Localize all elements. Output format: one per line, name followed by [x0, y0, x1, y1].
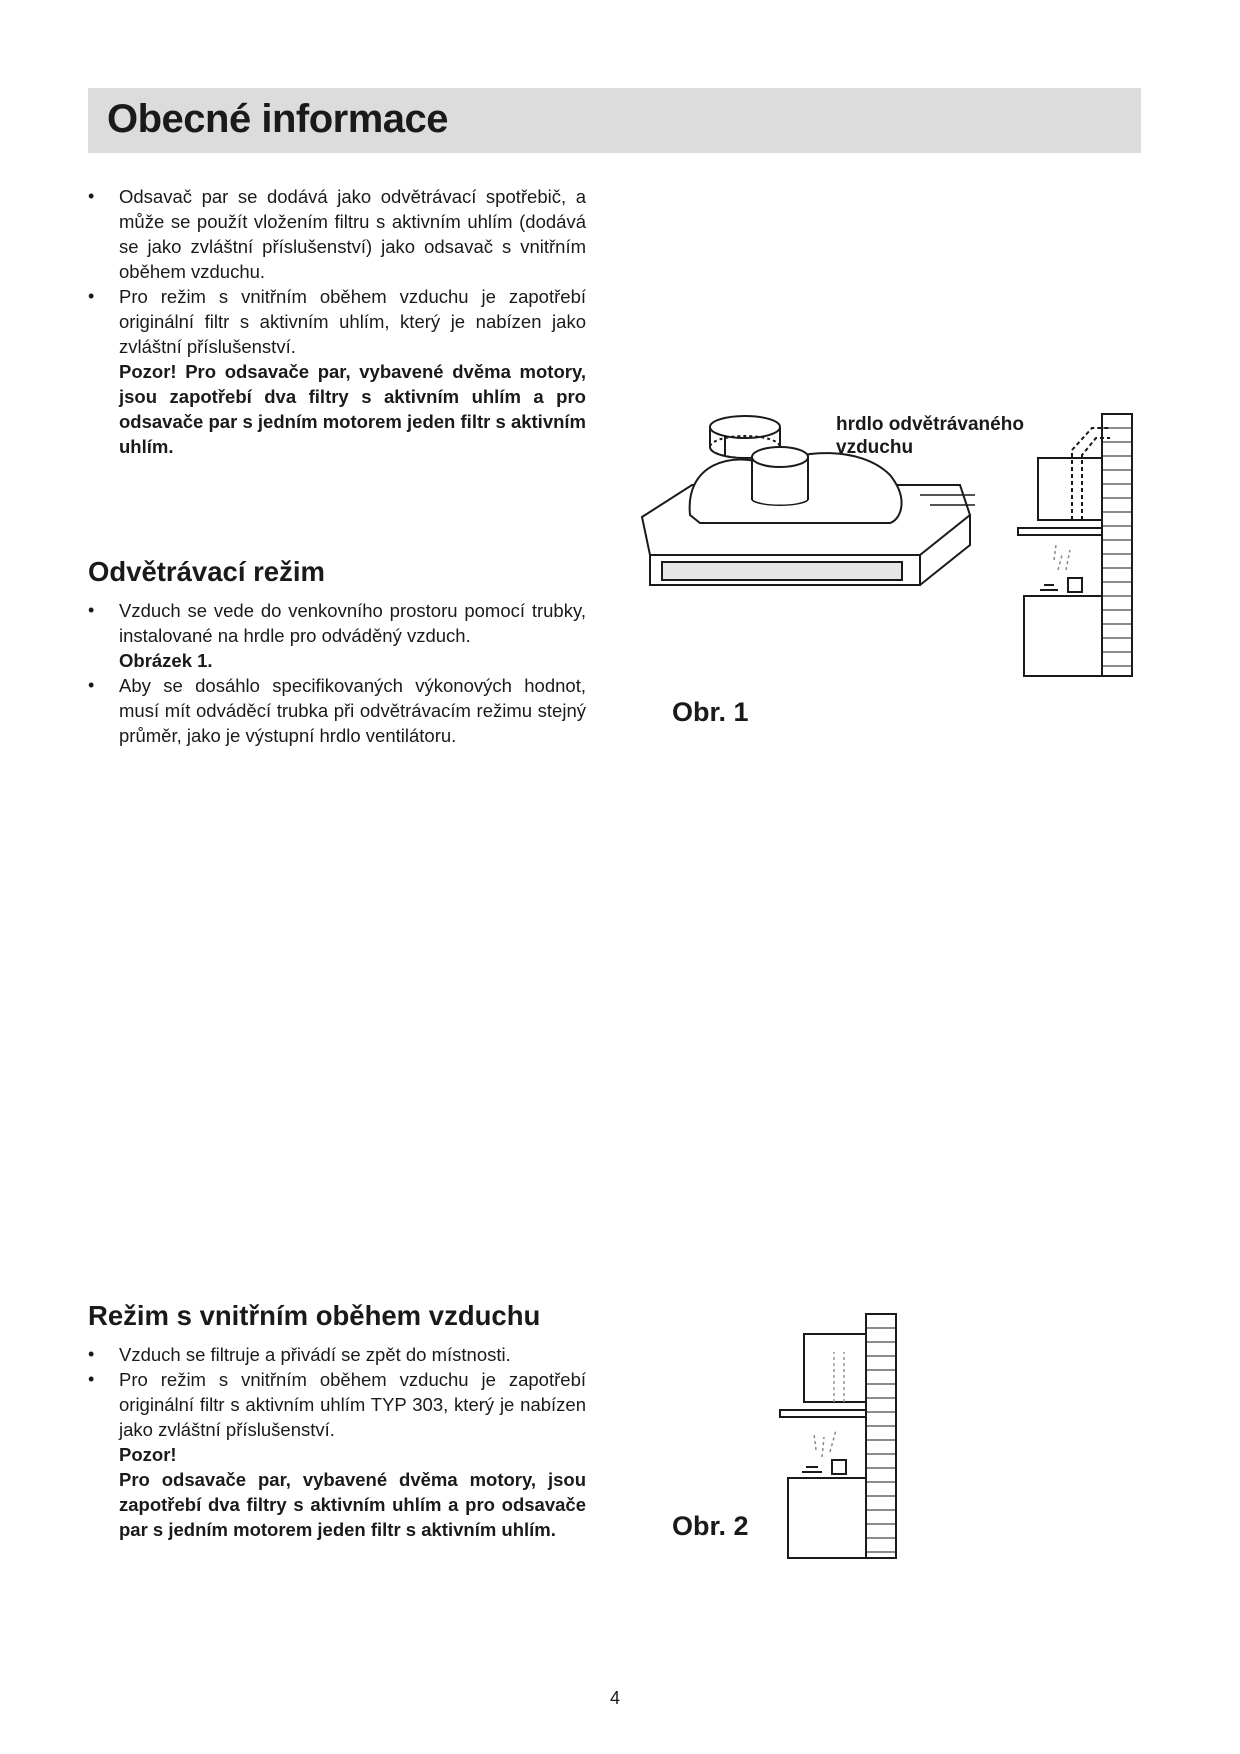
- recirculation-section: [88, 1300, 586, 1542]
- recirculation-warning: Pro odsavače par, vybavené dvěma motory, jsou zapotřebí dva filtry s aktivním uhlím a pro odsavače par s jedním motorem jeden filtr s aktivním uhlím.: [119, 1469, 586, 1540]
- recirculation-installation-illustration: [778, 1312, 898, 1560]
- list-item: [88, 598, 586, 673]
- venting-list: [88, 598, 586, 748]
- recirculation-warning-title: Pozor!: [119, 1444, 177, 1465]
- list-item: [88, 1367, 586, 1542]
- title-bar: [88, 88, 1141, 153]
- list-item: [88, 1342, 586, 1367]
- vented-installation-illustration: [1010, 410, 1140, 680]
- page-number: 4: [609, 1688, 620, 1708]
- figure-2-label: Obr. 2: [672, 1511, 749, 1541]
- general-warning: Pozor! Pro odsavače par, vybavené dvěma motory, jsou zapotřebí dva filtry s aktivním uhlím a pro odsavače par s jedním motorem jeden filtr s aktivním uhlím.: [119, 361, 586, 457]
- list-item: [88, 184, 586, 284]
- recirculation-heading: Režim s vnitřním oběhem vzduchu: [88, 1300, 541, 1331]
- general-item-1-text: Odsavač par se dodává jako odvětrávací spotřebič, a může se použít vložením filtru s aktivním uhlím (dodává se jako zvláštní příslušenství) jako odsavač s vnitřním oběhem vzduchu.: [119, 186, 586, 282]
- outlet-callout: hrdlo odvětrávaného vzduchu: [836, 414, 1024, 458]
- figure-reference: Obrázek 1.: [119, 650, 213, 671]
- venting-item-2-text: Aby se dosáhlo specifikovaných výkonových hodnot, musí mít odváděcí trubka při odvětrávacím režimu stejný průměr, jako je výstupní hrdlo ventilátoru.: [119, 675, 586, 746]
- general-section: [88, 184, 586, 459]
- recirculation-list: [88, 1342, 586, 1542]
- general-item-2-text: Pro režim s vnitřním oběhem vzduchu je zapotřebí originální filtr s aktivním uhlím, který je nabízen jako zvláštní příslušenství.: [119, 286, 586, 357]
- recirculation-item-1-text: Vzduch se filtruje a přivádí se zpět do místnosti.: [119, 1344, 511, 1365]
- page-title: Obecné informace: [107, 97, 449, 141]
- venting-heading: Odvětrávací režim: [88, 556, 325, 587]
- list-item: [88, 284, 586, 459]
- general-list: [88, 184, 586, 459]
- list-item: [88, 673, 586, 748]
- venting-section: [88, 556, 586, 748]
- venting-item-1-text: Vzduch se vede do venkovního prostoru pomocí trubky, instalované na hrdle pro odváděný vzduch.: [119, 600, 586, 646]
- figure-1-label: Obr. 1: [672, 697, 749, 727]
- recirculation-item-2-text: Pro režim s vnitřním oběhem vzduchu je zapotřebí originální filtr s aktivním uhlím TYP 303, který je nabízen jako zvláštní příslušenství.: [119, 1369, 586, 1440]
